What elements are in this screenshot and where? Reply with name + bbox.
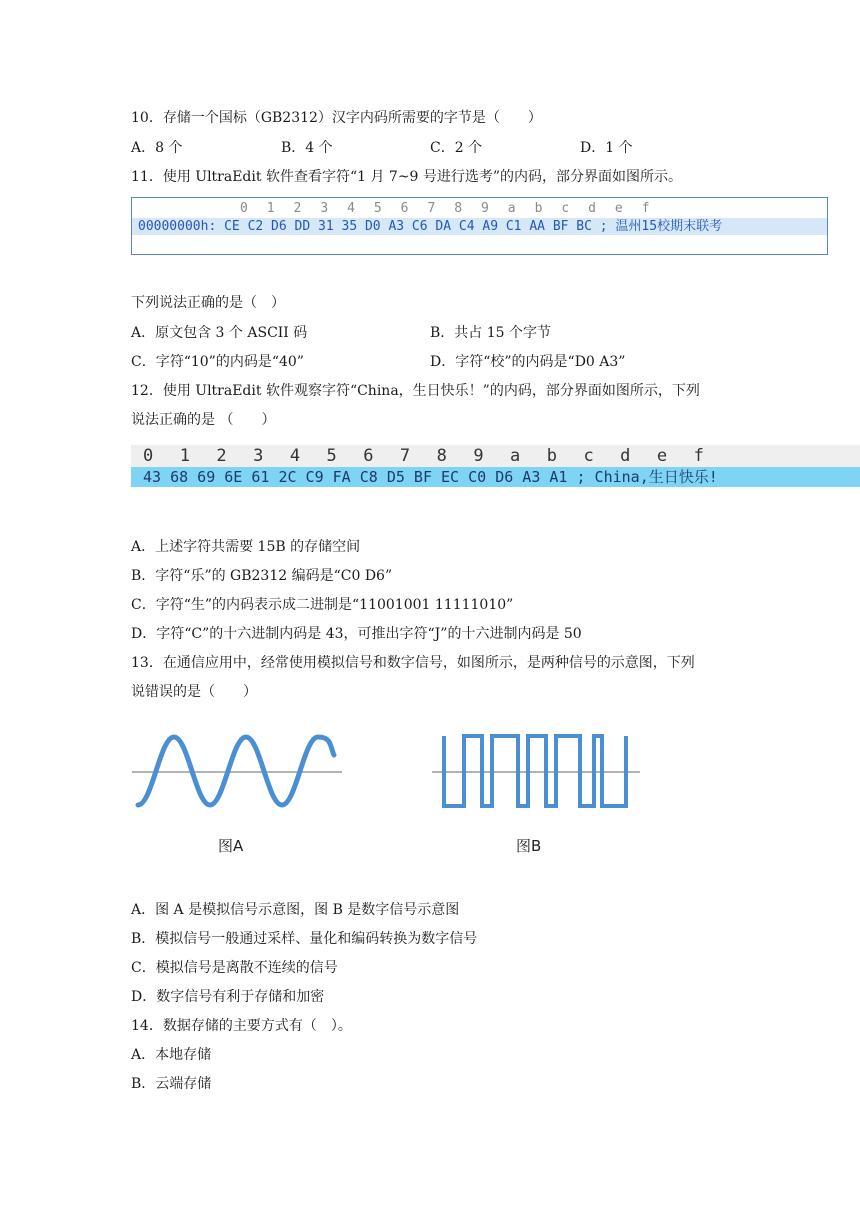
q13-option-b: B．模拟信号一般通过采样、量化和编码转换为数字信号 <box>131 931 478 947</box>
q13-option-d: D．数字信号有利于存储和加密 <box>131 989 325 1005</box>
q14-option-a: A．本地存储 <box>131 1047 212 1063</box>
q11-hex-header: 0 1 2 3 4 5 6 7 8 9 a b c d e f <box>240 201 651 216</box>
q13-stem-line1: 13．在通信应用中，经常使用模拟信号和数字信号，如图所示，是两种信号的示意图，下列 <box>131 655 695 671</box>
q12-hex-header: 0 1 2 3 4 5 6 7 8 9 a b c d e f <box>131 445 860 467</box>
q12-stem-line2: 说法正确的是 （ ） <box>131 412 276 428</box>
q10-option-a: A．8 个 <box>131 140 183 156</box>
q11-option-a: A．原文包含 3 个 ASCII 码 <box>131 325 308 341</box>
q11-option-b: B．共占 15 个字节 <box>430 325 552 341</box>
digital-wave <box>444 736 626 806</box>
q11-hex-row: 00000000h: CE C2 D6 DD 31 35 D0 A3 C6 DA C4 A9 C1 AA BF BC ; 温州15校期末联考 <box>132 218 827 235</box>
q12-option-b: B．字符“乐”的 GB2312 编码是“C0 D6” <box>131 568 393 584</box>
q13-stem-line2: 说错误的是（ ） <box>131 684 257 700</box>
q11-stem: 11．使用 UltraEdit 软件查看字符“1 月 7~9 号进行选考”的内码，部分界面如图所示。 <box>131 169 683 185</box>
q12-option-c: C．字符“生”的内码表示成二进制是“11001001 11111010” <box>131 597 514 613</box>
q11-hex-view <box>131 197 828 255</box>
q12-hex-row: 43 68 69 6E 61 2C C9 FA C8 D5 BF EC C0 D6 A3 A1 ; China,生日快乐! <box>131 467 860 487</box>
q14-option-b: B．云端存储 <box>131 1076 212 1092</box>
q11-option-c: C．字符“10”的内码是“40” <box>131 354 304 370</box>
q12-stem-line1: 12．使用 UltraEdit 软件观察字符“China，生日快乐！”的内码，部分界面如图所示，下列 <box>131 383 700 399</box>
q10-option-c: C．2 个 <box>430 140 483 156</box>
q10-stem: 10．存储一个国标（GB2312）汉字内码所需要的字节是（ ） <box>131 110 542 126</box>
digital-signal-figure <box>430 730 645 815</box>
q14-stem: 14．数据存储的主要方式有（ ）。 <box>131 1018 352 1034</box>
figure-b-label: 图B <box>516 837 542 855</box>
analog-signal-figure <box>130 725 350 820</box>
figure-a-label: 图A <box>218 837 244 855</box>
q10-option-d: D．1 个 <box>580 140 633 156</box>
q12-option-a: A．上述字符共需要 15B 的存储空间 <box>131 539 361 555</box>
analog-wave <box>138 737 334 805</box>
q13-option-a: A．图 A 是模拟信号示意图，图 B 是数字信号示意图 <box>131 902 460 918</box>
q11-prompt: 下列说法正确的是（ ） <box>131 295 285 311</box>
q10-option-b: B．4 个 <box>281 140 333 156</box>
q12-hex-view <box>131 445 860 491</box>
q13-option-c: C．模拟信号是离散不连续的信号 <box>131 960 338 976</box>
q11-option-d: D．字符“校”的内码是“D0 A3” <box>430 354 626 370</box>
q12-option-d: D．字符“C”的十六进制内码是 43，可推出字符“J”的十六进制内码是 50 <box>131 626 582 642</box>
